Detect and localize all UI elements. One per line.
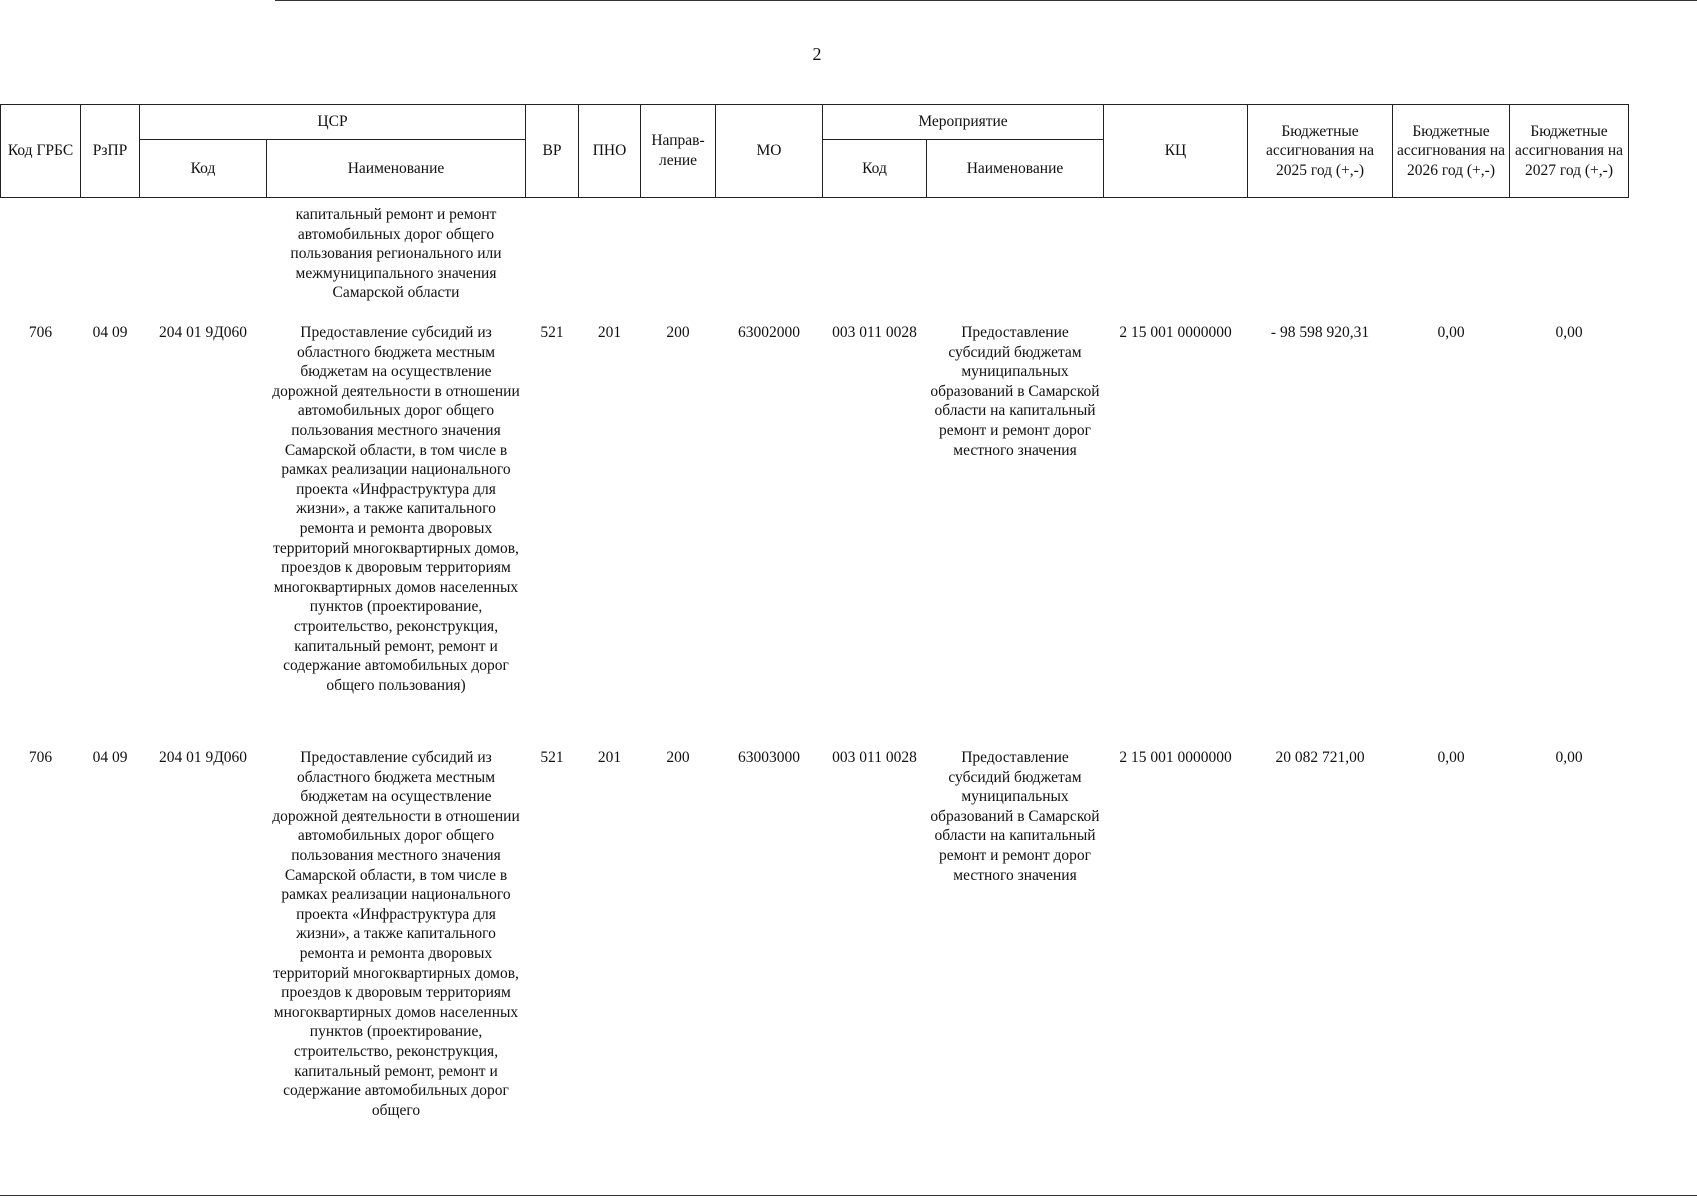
header-mer-kod: Код [823, 140, 927, 198]
header-kod-grbs: Код ГРБС [1, 105, 81, 198]
cell-csr-name: Предоставление субсидий из областного бюджета местным бюджетам на осуществление дорожной деятельности в отношении автомобильных дорог общего пользования местного значения Самарской области, в том числе в рамках реализации национального проекта «Инфраструктура для жизни», а также капитального ремонта и ремонта дворовых территорий многоквартирных домов, проездов к дворовым территориям многоквартирных домов населенных пунктов (проектирование, строительство, реконструкция, капитальный ремонт, ремонт и содержание автомобильных дорог общего [272, 749, 520, 1119]
cell-budget-2026: 0,00 [1437, 324, 1465, 341]
header-kc: КЦ [1104, 105, 1248, 198]
header-pno: ПНО [579, 105, 641, 198]
header-rzpr: РзПР [81, 105, 140, 198]
cell-csr-name: Предоставление субсидий из областного бюджета местным бюджетам на осуществление дорожной деятельности в отношении автомобильных дорог общего пользования местного значения Самарской области, в том числе в рамках реализации национального проекта «Инфраструктура для жизни», а также капитального ремонта и ремонта дворовых территорий многоквартирных домов, проездов к дворовым территориям многоквартирных домов населенных пунктов (проектирование, строительство, реконструкция, капитальный ремонт, ремонт и содержание автомобильных дорог общего пользования) [272, 324, 520, 694]
cell-pno: 201 [597, 324, 622, 341]
header-meropriyatie: Мероприятие [823, 105, 1104, 140]
cell-rzpr: 04 09 [92, 749, 128, 766]
header-mo: МО [716, 105, 823, 198]
header-napravlenie: Направ-ление [641, 105, 716, 198]
table-row [1, 312, 1629, 737]
header-mer-name: Наименование [927, 140, 1104, 198]
cell-grbs: 706 [28, 749, 53, 766]
cell-budget-2027: 0,00 [1555, 749, 1583, 766]
cell-mer-kod: 003 011 0028 [832, 324, 917, 341]
cell-budget-2027: 0,00 [1555, 324, 1583, 341]
cell-grbs: 706 [28, 324, 53, 341]
header-csr-name: Наименование [267, 140, 526, 198]
cell-budget-2025: 20 082 721,00 [1275, 749, 1365, 766]
cell-mer-kod: 003 011 0028 [832, 749, 917, 766]
table-row [1, 737, 1629, 1168]
header-budget-2027: Бюджетные ассигнования на 2027 год (+,-) [1510, 105, 1629, 198]
header-budget-2026: Бюджетные ассигнования на 2026 год (+,-) [1393, 105, 1510, 198]
header-budget-2025: Бюджетные ассигнования на 2025 год (+,-) [1248, 105, 1393, 198]
top-rule [275, 0, 1697, 1]
cell-rzpr: 04 09 [92, 324, 128, 341]
header-csr-kod: Код [140, 140, 267, 198]
header-vr: ВР [526, 105, 579, 198]
cell-budget-2026: 0,00 [1437, 749, 1465, 766]
header-row-1 [1, 105, 1629, 140]
cell-mer-name: Предоставление субсидий бюджетам муниципальных образований в Самарской области на капитальный ремонт и ремонт дорог местного значения [930, 749, 1100, 884]
cell-napravlenie: 200 [666, 749, 690, 766]
cell-mo: 63003000 [738, 749, 800, 766]
header-csr: ЦСР [140, 105, 526, 140]
cell-csr-kod: 204 01 9Д060 [158, 324, 248, 341]
cell-pno: 201 [597, 749, 622, 766]
cell-mer-name: Предоставление субсидий бюджетам муниципальных образований в Самарской области на капитальный ремонт и ремонт дорог местного значения [930, 324, 1100, 459]
page-number: 2 [812, 44, 822, 64]
cell-mo: 63002000 [738, 324, 800, 341]
cell-kc: 2 15 001 0000000 [1119, 324, 1232, 341]
cell-napravlenie: 200 [666, 324, 690, 341]
cell-kc: 2 15 001 0000000 [1119, 749, 1232, 766]
cell-csr-kod: 204 01 9Д060 [158, 749, 248, 766]
continuation-row [1, 198, 1629, 313]
bottom-rule [0, 1195, 1697, 1196]
cell-vr: 521 [540, 749, 564, 766]
continuation-text: капитальный ремонт и ремонт автомобильных дорог общего пользования регионального или межмуниципального значения Самарской области [290, 206, 502, 302]
budget-table [0, 104, 1629, 1168]
cell-budget-2025: - 98 598 920,31 [1270, 324, 1370, 341]
cell-vr: 521 [540, 324, 564, 341]
